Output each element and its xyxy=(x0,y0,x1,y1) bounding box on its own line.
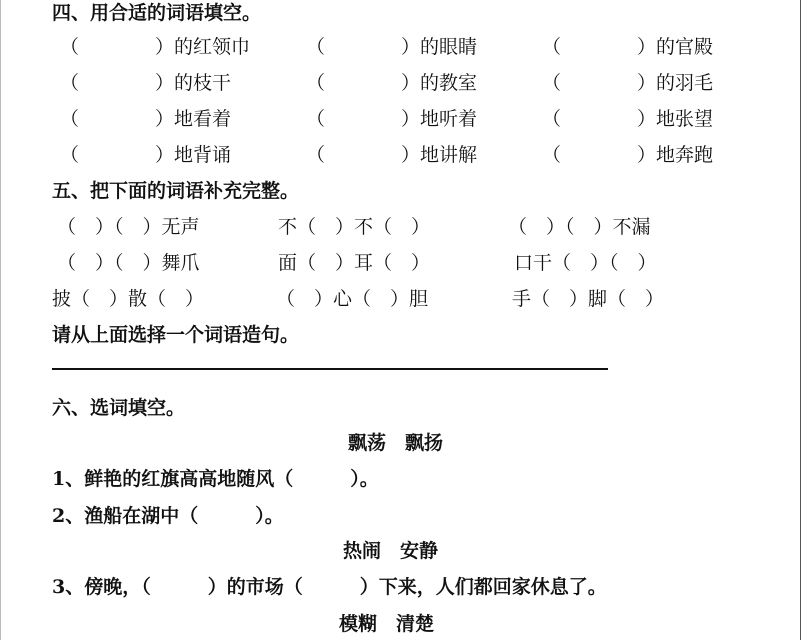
idiom-item: 披（ ）散（ ） xyxy=(52,288,205,310)
fill-blank-item: （ ）的官殿 xyxy=(542,36,714,58)
section6-heading: 六、选词填空。 xyxy=(52,397,186,419)
section4-heading: 四、用合适的词语填空。 xyxy=(52,2,262,24)
idiom-item: （ ）心（ ）胆 xyxy=(276,288,429,310)
fill-blank-item: （ ）地奔跑 xyxy=(542,144,714,166)
fill-blank-item: （ ）地听着 xyxy=(306,108,478,130)
idiom-item: 口干（ ）（ ） xyxy=(514,252,657,274)
section5-heading: 五、把下面的词语补充完整。 xyxy=(52,180,300,202)
question-3: 3、傍晚，（ ）的市场（ ）下来，人们都回家休息了。 xyxy=(52,576,607,598)
question-2: 2、渔船在湖中（ ）。 xyxy=(52,505,284,527)
idiom-item: 不（ ）不（ ） xyxy=(278,216,431,238)
idiom-item: （ ）（ ）不漏 xyxy=(508,216,651,238)
fill-blank-item: （ ）地讲解 xyxy=(306,144,478,166)
fill-blank-item: （ ）地看着 xyxy=(60,108,232,130)
word-choice-group: 模糊 清楚 xyxy=(339,613,435,635)
fill-blank-item: （ ）地张望 xyxy=(542,108,714,130)
fill-blank-item: （ ）地背诵 xyxy=(60,144,232,166)
word-choice-group: 飘荡 飘扬 xyxy=(348,432,444,454)
idiom-item: 面（ ）耳（ ） xyxy=(278,252,431,274)
sentence-instruction: 请从上面选择一个词语造句。 xyxy=(52,324,300,346)
idiom-item: （ ）（ ）舞爪 xyxy=(57,252,200,274)
page-left-edge xyxy=(0,0,1,640)
word-choice-group: 热闹 安静 xyxy=(343,540,439,562)
fill-blank-item: （ ）的羽毛 xyxy=(542,72,714,94)
idiom-item: 手（ ）脚（ ） xyxy=(512,288,665,310)
answer-line xyxy=(52,368,608,370)
question-1: 1、鲜艳的红旗高高地随风（ ）。 xyxy=(52,468,379,490)
fill-blank-item: （ ）的枝干 xyxy=(60,72,232,94)
idiom-item: （ ）（ ）无声 xyxy=(57,216,200,238)
fill-blank-item: （ ）的红领巾 xyxy=(60,36,251,58)
fill-blank-item: （ ）的眼睛 xyxy=(306,36,478,58)
fill-blank-item: （ ）的教室 xyxy=(306,72,478,94)
